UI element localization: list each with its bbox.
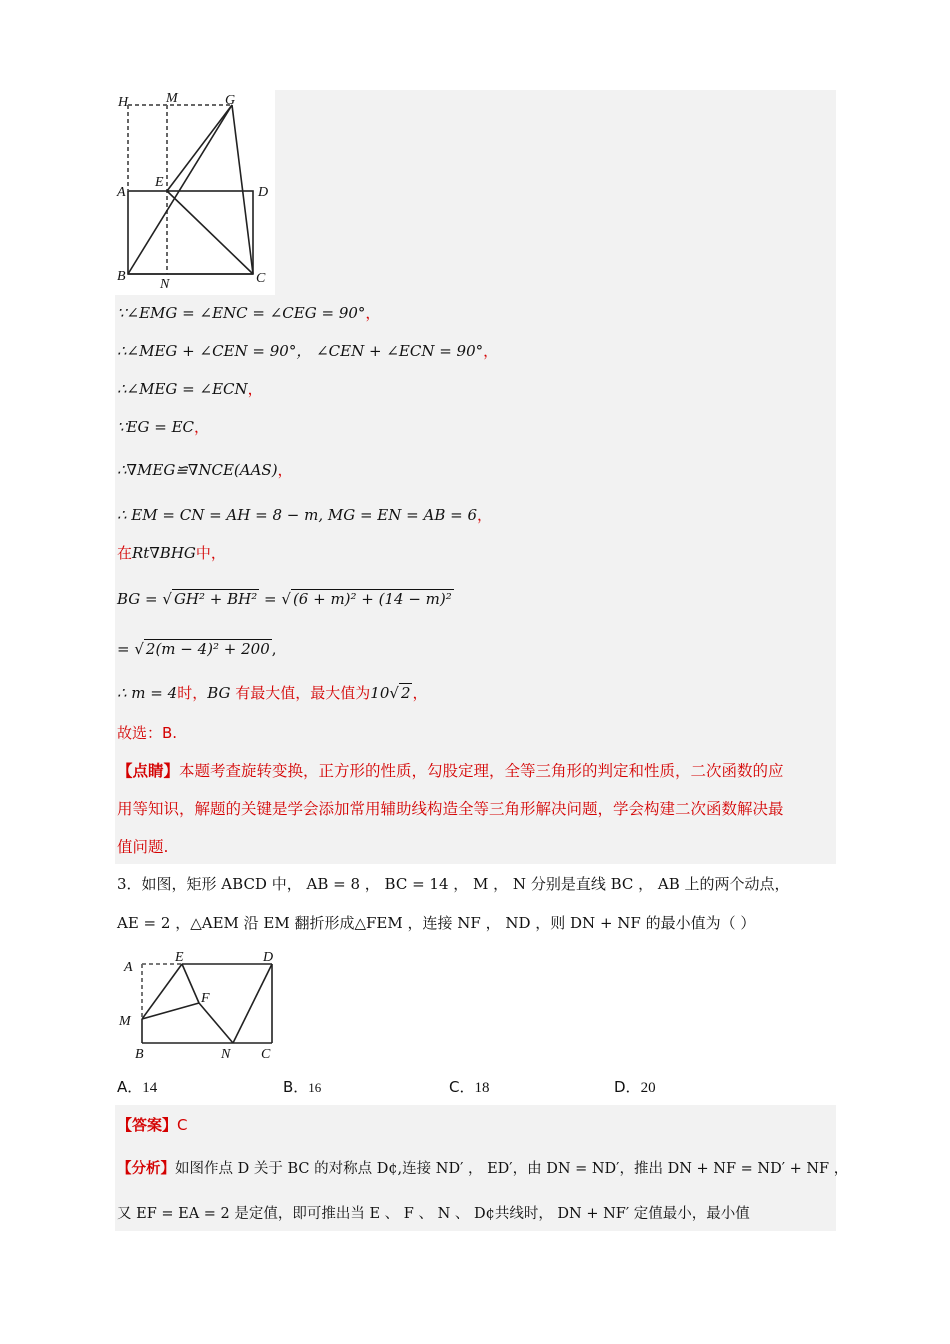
math-expr: ， ∠CEN + ∠ECN = 90° bbox=[296, 342, 484, 360]
label-D: D bbox=[263, 950, 274, 965]
question-3-line-2: AE = 2 ，△AEM 沿 EM 翻折形成△FEM ，连接 NF ， ND ，则 DN + NF 的最小值为（ ） bbox=[117, 914, 756, 932]
radicand: (6 + m)² + (14 − m)² bbox=[292, 590, 452, 608]
sqrt-icon: √ bbox=[281, 590, 291, 608]
analysis-label: 【分析】 bbox=[117, 1161, 175, 1177]
label-A: A bbox=[124, 960, 133, 975]
math-expr: ∵EG = EC bbox=[117, 418, 195, 436]
sqrt-icon: √ bbox=[134, 640, 144, 658]
comment-line-2: 用等知识，解题的关键是学会添加常用辅助线构造全等三角形解决问题，学会构建二次函数解决最 bbox=[117, 800, 784, 818]
label-C: C bbox=[261, 1047, 271, 1062]
comment-line-1 bbox=[117, 760, 784, 782]
analysis-line-2: 又 EF = EA = 2 是定值，即可推出当 E 、 F 、 N 、 D¢共线时， DN + NF′ 定值最小，最小值 bbox=[117, 1206, 750, 1222]
option-letter: C． bbox=[449, 1078, 475, 1096]
option-value: 20 bbox=[640, 1080, 656, 1096]
label-H: H bbox=[118, 95, 129, 110]
label-C: C bbox=[256, 271, 266, 286]
math-expr: 10 bbox=[370, 684, 390, 702]
label-D: D bbox=[258, 185, 269, 200]
option-a[interactable] bbox=[117, 1076, 157, 1097]
analysis-line-1 bbox=[117, 1158, 848, 1180]
solution-line-5 bbox=[117, 459, 293, 481]
comment-label: 【点睛】 bbox=[117, 762, 180, 780]
solution-line-11: 故选：B. bbox=[117, 724, 178, 742]
punct: ， bbox=[277, 461, 293, 479]
option-value: 16 bbox=[308, 1080, 322, 1095]
math-expr: ∵∠EMG = ∠ENC = ∠CEG = 90° bbox=[117, 304, 366, 322]
answer-label: 【答案】 bbox=[117, 1116, 178, 1134]
solution-line-2 bbox=[117, 340, 498, 362]
solution-line-1 bbox=[117, 302, 380, 324]
label-N: N bbox=[221, 1047, 231, 1062]
math-expr: BG = bbox=[117, 590, 163, 608]
solution-line-3 bbox=[117, 378, 263, 400]
math-expr: = bbox=[259, 590, 282, 608]
math-expr: ∴ m = 4 bbox=[117, 684, 178, 702]
math-expr: ∴∠MEG = ∠ECN bbox=[117, 380, 248, 398]
sqrt-icon: √ bbox=[162, 590, 172, 608]
punct: ， bbox=[477, 506, 493, 524]
option-d[interactable] bbox=[614, 1076, 656, 1097]
option-b[interactable] bbox=[283, 1076, 321, 1097]
punct: ， bbox=[483, 342, 499, 360]
option-c[interactable] bbox=[449, 1076, 489, 1097]
label-A: A bbox=[117, 185, 126, 200]
radicand: 2(m − 4)² + 200 bbox=[145, 640, 270, 658]
label-G: G bbox=[225, 93, 236, 108]
option-letter: D． bbox=[614, 1078, 641, 1096]
label-M: M bbox=[166, 91, 178, 106]
math-expr: = bbox=[117, 640, 135, 658]
answer-line bbox=[117, 1114, 188, 1136]
geometry-figure-2 bbox=[115, 946, 285, 1064]
math-expr: ∴∇MEG≌∇NCE(AAS) bbox=[117, 461, 278, 479]
question-3-line-1: 3．如图，矩形 ABCD 中， AB = 8 ， BC = 14 ， M ， N 分别是直线 BC ， AB 上的两个动点， bbox=[117, 875, 790, 893]
option-value: 18 bbox=[474, 1080, 490, 1096]
solution-line-6 bbox=[117, 504, 492, 526]
punct: ， bbox=[194, 418, 210, 436]
punct: ， bbox=[365, 304, 381, 322]
math-expr: ∴∠MEG + ∠CEN = 90° bbox=[117, 342, 297, 360]
text: 中， bbox=[195, 544, 226, 562]
geometry-figure-1 bbox=[115, 90, 275, 295]
solution-line-8 bbox=[117, 588, 454, 610]
punct: , bbox=[271, 640, 277, 658]
math-expr: ∴ EM = CN = AH = 8 − m, MG = EN = AB = 6 bbox=[117, 506, 477, 524]
label-E: E bbox=[155, 175, 164, 190]
math-expr: BG bbox=[207, 684, 231, 702]
text: 在 bbox=[117, 544, 133, 562]
text: 时， bbox=[177, 684, 208, 702]
sqrt-icon: √ bbox=[389, 684, 399, 702]
solution-line-4 bbox=[117, 416, 209, 438]
label-B: B bbox=[135, 1047, 144, 1062]
solution-line-9 bbox=[117, 638, 277, 660]
radicand: GH² + BH² bbox=[173, 590, 258, 608]
comment-line-3: 值问题. bbox=[117, 838, 169, 856]
text: 本题考查旋转变换，正方形的性质，勾股定理，全等三角形的判定和性质，二次函数的应 bbox=[179, 762, 784, 780]
option-value: 14 bbox=[142, 1080, 158, 1096]
label-E: E bbox=[175, 950, 184, 965]
text: 如图作点 D 关于 BC 的对称点 D¢,连接 ND′ ， ED′，由 DN = ND′，推出 DN + NF = ND′ + NF ， bbox=[175, 1161, 849, 1177]
punct: ， bbox=[412, 684, 428, 702]
label-N: N bbox=[160, 277, 170, 292]
punct: ， bbox=[247, 380, 263, 398]
math-expr: Rt∇BHG bbox=[132, 544, 196, 562]
label-B: B bbox=[117, 269, 126, 284]
text: 有最大值，最大值为 bbox=[230, 684, 371, 702]
option-letter: A． bbox=[117, 1078, 143, 1096]
answer-value: C bbox=[177, 1116, 188, 1134]
label-M: M bbox=[119, 1014, 131, 1029]
solution-line-10 bbox=[117, 682, 428, 704]
label-F: F bbox=[201, 991, 210, 1006]
solution-line-7 bbox=[117, 542, 226, 564]
option-letter: B． bbox=[283, 1078, 309, 1096]
radicand: 2 bbox=[400, 684, 411, 702]
